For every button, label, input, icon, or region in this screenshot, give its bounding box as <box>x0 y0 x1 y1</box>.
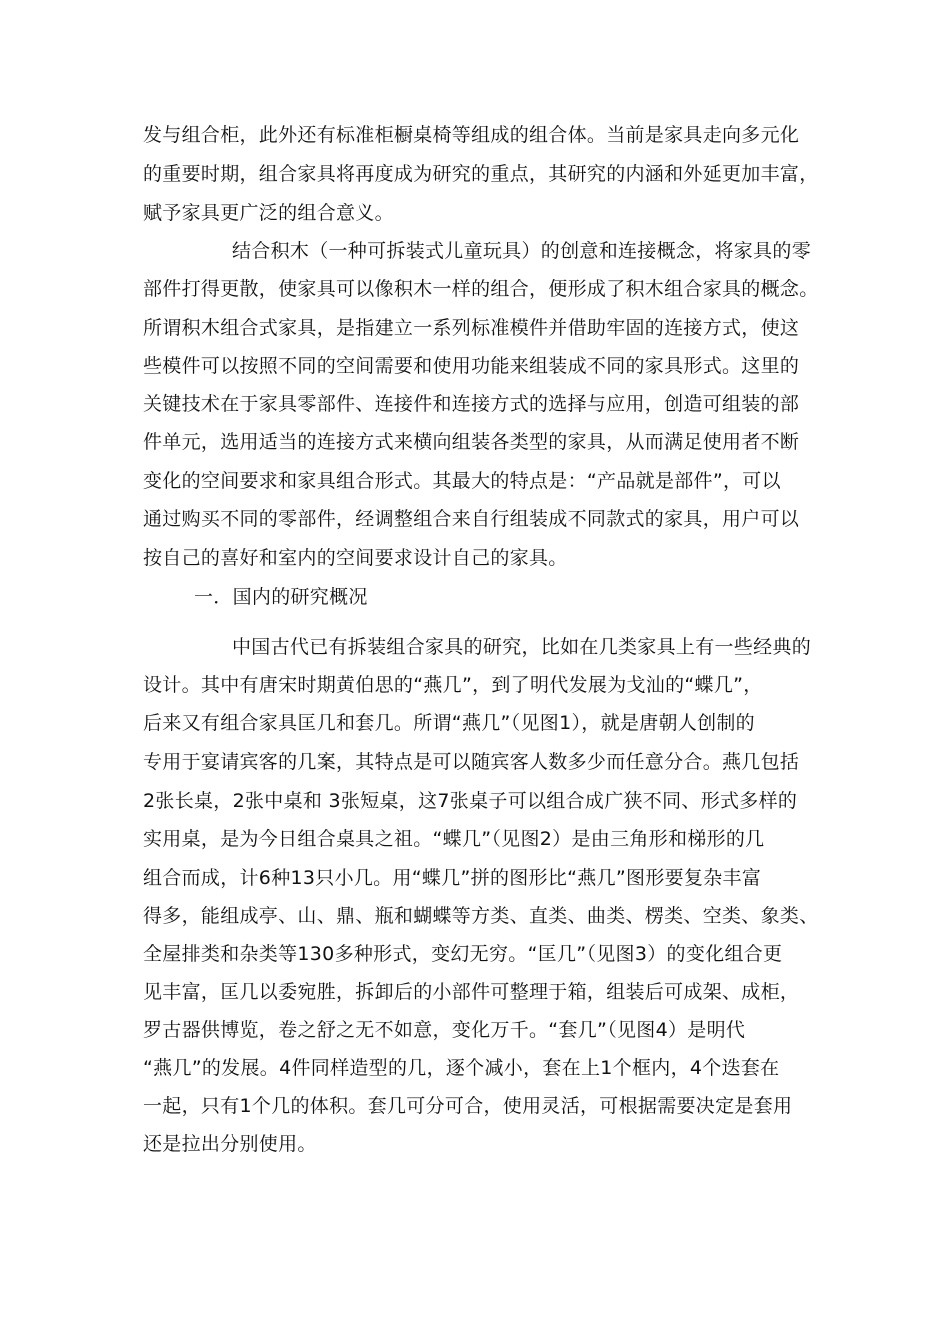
body-text-line: 中国古代已有拆装组合家具的研究，比如在几类家具上有一些经典的 <box>232 636 812 658</box>
body-text-line: 罗古器供博览，卷之舒之无不如意，变化万千。“套几”（见图4）是明代 <box>143 1019 746 1041</box>
body-text-line: 实用桌，是为今日组合桌具之祖。“蝶几”（见图2）是由三角形和梯形的几 <box>143 828 765 850</box>
body-text-line: 通过购买不同的零部件，经调整组合来自行组装成不同款式的家具，用户可以 <box>143 508 800 530</box>
body-text-line: 发与组合柜，此外还有标准柜橱桌椅等组成的组合体。当前是家具走向多元化 <box>143 124 800 146</box>
section-heading: 一．国内的研究概况 <box>194 586 368 608</box>
body-text-line: 的重要时期，组合家具将再度成为研究的重点，其研究的内涵和外延更加丰富， <box>143 163 819 185</box>
body-text-line: 还是拉出分别使用。 <box>143 1133 317 1155</box>
body-text-line: 组合而成，计6种13只小几。用“蝶几”拼的图形比“燕几”图形要复杂丰富 <box>143 867 762 889</box>
body-text-line: 一起，只有1个几的体积。套几可分可合，使用灵活，可根据需要决定是套用 <box>143 1095 793 1117</box>
body-text-line: 赋予家具更广泛的组合意义。 <box>143 202 394 224</box>
body-text-line: 关键技术在于家具零部件、连接件和连接方式的选择与应用，创造可组装的部 <box>143 393 800 415</box>
body-text-line: 专用于宴请宾客的几案，其特点是可以随宾客人数多少而任意分合。燕几包括 <box>143 751 800 773</box>
body-text-line: 得多，能组成亭、山、鼎、瓶和蝴蝶等方类、直类、曲类、楞类、空类、象类、 <box>143 905 819 927</box>
body-text-line: 件单元，选用适当的连接方式来横向组装各类型的家具，从而满足使用者不断 <box>143 431 800 453</box>
body-text-line: 变化的空间要求和家具组合形式。其最大的特点是：“产品就是部件”，可以 <box>143 470 781 492</box>
body-text-line: 按自己的喜好和室内的空间要求设计自己的家具。 <box>143 547 568 569</box>
body-text-line: 结合积木（一种可拆装式儿童玩具）的创意和连接概念，将家具的零 <box>232 240 812 262</box>
body-text-line: 2张长桌，2张中桌和 3张短桌，这7张桌子可以组合成广狭不同、形式多样的 <box>143 790 798 812</box>
body-text-line: 所谓积木组合式家具，是指建立一系列标准模件并借助牢固的连接方式，使这 <box>143 317 800 339</box>
body-text-line: 些模件可以按照不同的空间需要和使用功能来组装成不同的家具形式。这里的 <box>143 355 800 377</box>
body-text-line: 全屋排类和杂类等130多种形式，变幻无穷。“匡几”（见图3）的变化组合更 <box>143 943 783 965</box>
body-text-line: 部件打得更散，使家具可以像积木一样的组合，便形成了积木组合家具的概念。 <box>143 278 819 300</box>
body-text-line: 后来又有组合家具匡几和套几。所谓“燕几”（见图1），就是唐朝人创制的 <box>143 712 755 734</box>
body-text-line: 见丰富，匡几以委宛胜，拆卸后的小部件可整理于箱，组装后可成架、成柜， <box>143 981 800 1003</box>
body-text-line: 设计。其中有唐宋时期黄伯思的“燕几”，到了明代发展为戈汕的“蝶几”， <box>143 674 763 696</box>
body-text-line: “燕几”的发展。4件同样造型的几，逐个减小，套在上1个框内，4个迭套在 <box>143 1057 780 1079</box>
